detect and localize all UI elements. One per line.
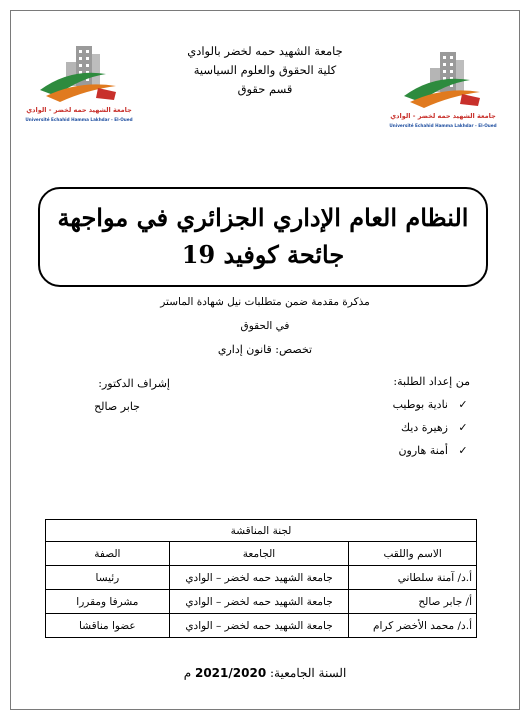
checkmark-icon: ✓ [458, 398, 468, 411]
academic-year [150, 666, 380, 680]
checkmark-icon: ✓ [458, 444, 468, 457]
academic-year-suffix: م [183, 666, 192, 680]
logo-text-fr: Université Echahid Hamma Lakhdar - El-Oued [389, 123, 497, 128]
thesis-title-box [38, 187, 488, 287]
thesis-title-line1: النظام العام الإداري الجزائري في مواجهة [57, 203, 469, 232]
red-mark [96, 88, 116, 100]
jury-member-name: أ.د/ محمد الأخضر كرام [349, 614, 477, 638]
supervisor-label: إشراف الدكتور: [98, 377, 170, 390]
jury-member-university: جامعة الشهيد حمه لخضر – الوادي [169, 590, 349, 614]
jury-table [45, 519, 477, 638]
jury-header-role: الصفة [46, 542, 170, 566]
checkmark-icon: ✓ [458, 421, 468, 434]
student-item [393, 439, 470, 462]
university-name: جامعة الشهيد حمه لخضر بالوادي [187, 44, 343, 58]
table-row [46, 590, 477, 614]
university-header [160, 42, 370, 99]
logo-text-ar: جامعة الشهيد حمه لخضر - الوادي [26, 106, 132, 114]
supervisor-block [60, 372, 170, 418]
jury-header-name: الاسم واللقب [349, 542, 477, 566]
student-item [393, 393, 470, 416]
memo-field: في الحقوق [240, 320, 290, 332]
student-item [393, 416, 470, 439]
university-logo-right [389, 46, 497, 132]
student-name: نادية بوطيب [392, 398, 448, 411]
students-list [393, 393, 470, 462]
logo-text-fr: Université Echahid Hamma Lakhdar - El-Oued [25, 117, 133, 122]
department-name: قسم حقوق [237, 82, 293, 96]
memo-purpose: مذكرة مقدمة ضمن متطلبات نيل شهادة الماستر [160, 296, 370, 308]
jury-member-role: عضوا مناقشا [46, 614, 170, 638]
jury-member-university: جامعة الشهيد حمه لخضر – الوادي [169, 614, 349, 638]
academic-year-value: 2021/2020 [194, 666, 267, 680]
jury-member-role: مشرفا ومقررا [46, 590, 170, 614]
logo-text-ar: جامعة الشهيد حمه لخضر - الوادي [390, 112, 496, 120]
table-row [46, 614, 477, 638]
jury-member-university: جامعة الشهيد حمه لخضر – الوادي [169, 566, 349, 590]
academic-year-label: السنة الجامعية: [270, 666, 347, 680]
jury-member-role: رئيسا [46, 566, 170, 590]
jury-title: لجنة المناقشة [46, 520, 477, 542]
supervisor-name: جابر صالح [94, 400, 140, 413]
jury-header-university: الجامعة [169, 542, 349, 566]
student-name: أمنة هارون [398, 444, 448, 457]
students-label: من إعداد الطلبة: [393, 375, 470, 388]
table-row [46, 566, 477, 590]
jury-member-name: أ.د/ آمنة سلطاني [349, 566, 477, 590]
jury-header-row [46, 542, 477, 566]
students-block [393, 370, 470, 462]
student-name: زهيرة ديك [401, 421, 448, 434]
university-logo-left [25, 40, 133, 126]
thesis-title-line2: جائحة كوفيد 19 [181, 240, 345, 269]
faculty-name: كلية الحقوق والعلوم السياسية [193, 63, 337, 77]
red-mark [460, 94, 480, 106]
memo-specialty: تخصص: قانون إداري [217, 343, 313, 356]
memo-description [100, 290, 430, 362]
jury-member-name: أ/ جابر صالح [349, 590, 477, 614]
